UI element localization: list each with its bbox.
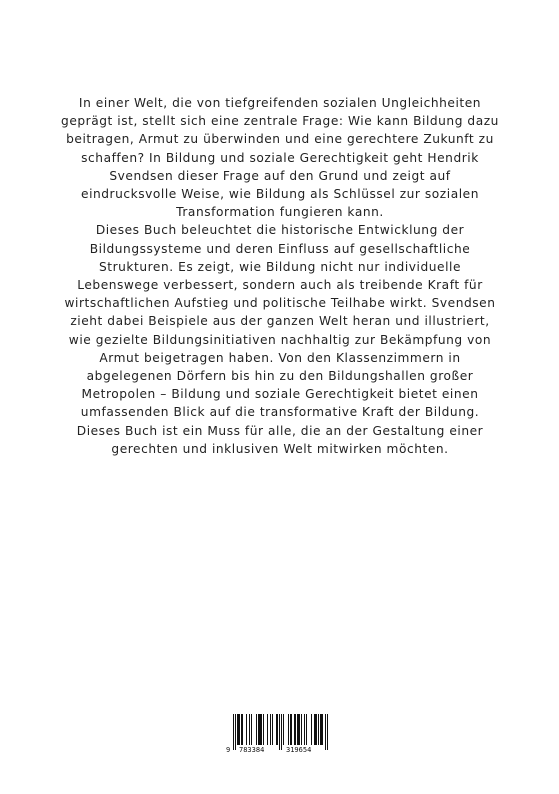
- barcode-bar: [320, 714, 321, 745]
- barcode-bar: [246, 714, 247, 745]
- barcode-bar: [298, 714, 299, 745]
- barcode-bar: [299, 714, 300, 745]
- barcode-bar: [290, 714, 291, 745]
- barcode-bar: [316, 714, 317, 745]
- barcode-bar: [276, 714, 277, 745]
- barcode-bar: [263, 714, 264, 745]
- barcode-bar: [261, 714, 262, 745]
- barcode-guard-bar: [233, 714, 234, 750]
- barcode-bar: [301, 714, 302, 745]
- barcode-bar: [256, 714, 257, 745]
- barcode-bar: [239, 714, 240, 745]
- barcode-bar: [294, 714, 295, 745]
- barcode-bar: [267, 714, 268, 745]
- barcode-guard-bar: [327, 714, 328, 750]
- barcode-bar: [322, 714, 323, 745]
- barcode-bar: [260, 714, 261, 745]
- barcode-right-digits: 319654: [286, 746, 312, 754]
- barcode-guard-bar: [281, 714, 282, 750]
- barcode-guard-bar: [325, 714, 326, 750]
- blurb-paragraph-1: In einer Welt, die von tiefgreifenden sozialen Ungleichheiten geprägt ist, stellt sich eine zentrale Frage: Wie kann Bildung dazu beitragen, Armut zu überwinden und eine gerechtere Zukunft zu schaffen? In Bildung und soziale Gerechtigkeit geht Hendrik Svendsen dieser Frage auf den Grund und zeigt auf eindrucksvolle Weise, wie Bildung als Schlüssel zur sozialen Transformation fungieren kann.: [61, 96, 499, 220]
- barcode-bar: [238, 714, 239, 745]
- barcode-bar: [314, 714, 315, 745]
- barcode-bar: [306, 714, 307, 745]
- barcode-bar: [311, 714, 312, 745]
- barcode-bar: [258, 714, 259, 745]
- barcode-bar: [237, 714, 238, 745]
- blurb-paragraph-2: Dieses Buch beleuchtet die historische Entwicklung der Bildungssysteme und deren Einfluss auf gesellschaftliche Strukturen. Es zeigt, wie Bildung nicht nur individuelle Lebenswege verbessert, sondern auch als treibende Kraft für wirtschaftlichen Aufstieg und politische Teilhabe wirkt. Svendsen zieht dabei Beispiele aus der ganzen Welt heran und illustriert, wie gezielte Bildungsinitiativen nachhaltig zur Bekämpfung von Armut beigetragen haben. Von den Klassenzimmern in abgelegenen Dörfern bis hin zu den Bildungshallen großer Metropolen – Bildung und soziale Gerechtigkeit bietet einen umfassenden Blick auf die transformative Kraft der Bildung. Dieses Buch ist ein Muss für alle, die an der Gestaltung einer gerechten und inklusiven Welt mitwirken möchten.: [64, 223, 496, 456]
- barcode-bar: [297, 714, 298, 745]
- isbn-barcode: [226, 712, 330, 760]
- barcode-bar: [277, 714, 278, 745]
- barcode-bar: [272, 714, 273, 745]
- barcode-bar: [259, 714, 260, 745]
- barcode-bar: [249, 714, 250, 745]
- barcode-guard-bar: [279, 714, 280, 750]
- barcode-bar: [270, 714, 271, 745]
- barcode-bar: [321, 714, 322, 745]
- barcode-bar: [283, 714, 284, 745]
- barcode-guard-bar: [235, 714, 236, 750]
- barcode-bar: [241, 714, 242, 745]
- barcode-bar: [251, 714, 252, 745]
- barcode-bar: [291, 714, 292, 745]
- barcode-bar: [304, 714, 305, 745]
- barcode-bar: [315, 714, 316, 745]
- barcode-bar: [242, 714, 243, 745]
- barcode-first-digit: 9: [226, 746, 231, 754]
- barcode-bar: [288, 714, 289, 745]
- barcode-bar: [318, 714, 319, 745]
- barcode-left-digits: 783384: [239, 746, 265, 754]
- barcode-bar: [295, 714, 296, 745]
- back-cover-blurb: [60, 94, 500, 458]
